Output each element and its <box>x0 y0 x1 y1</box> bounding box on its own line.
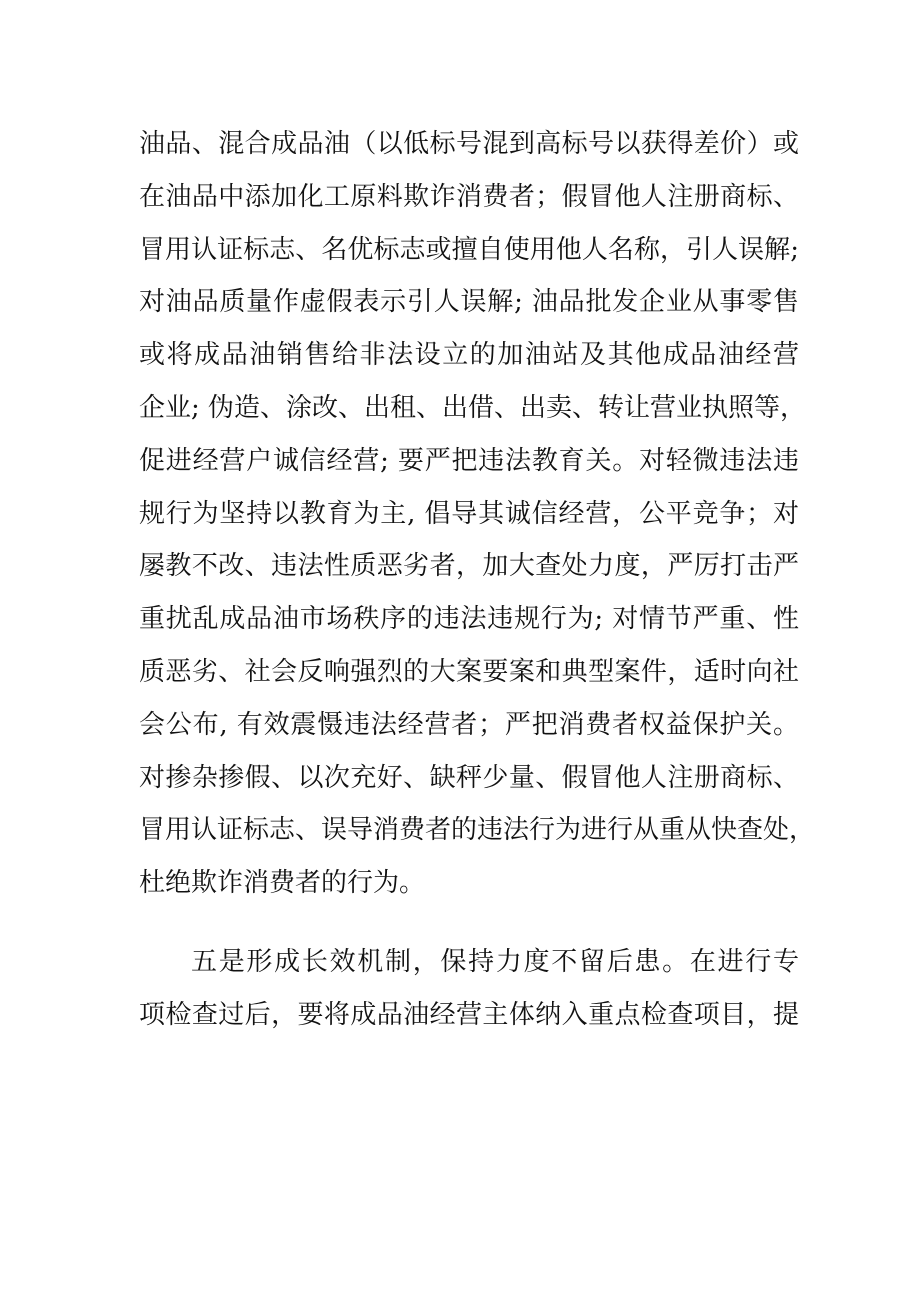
text-line: 或将成品油销售给非法设立的加油站及其他成品油经营 <box>139 340 799 371</box>
text-line: 规行为坚持以教育为主, 倡导其诚信经营，公平竞争；对 <box>139 498 799 529</box>
text-line: 冒用认证标志、误导消费者的违法行为进行从重从快查处， <box>139 815 816 846</box>
text-line: 油品、混合成品油（以低标号混到高标号以获得差价）或 <box>139 129 799 159</box>
text-line: 对油品质量作虚假表示引人误解; 油品批发企业从事零售 <box>139 287 799 318</box>
text-line: 在油品中添加化工原料欺诈消费者；假冒他人注册商标、 <box>139 181 799 212</box>
paragraph-2 <box>139 936 799 1042</box>
text-line: 项检查过后，要将成品油经营主体纳入重点检查项目，提 <box>139 999 799 1030</box>
text-line: 促进经营户诚信经营; 要严把违法教育关。对轻微违法违 <box>139 445 799 476</box>
document-body <box>139 118 816 1042</box>
text-line: 对掺杂掺假、以次充好、缺秤少量、假冒他人注册商标、 <box>139 762 799 793</box>
text-line: 重扰乱成品油市场秩序的违法违规行为; 对情节严重、性 <box>139 604 799 635</box>
text-line: 企业; 伪造、涂改、出租、出借、出卖、转让营业执照等， <box>139 392 807 423</box>
text-line: 会公布, 有效震慑违法经营者；严把消费者权益保护关。 <box>139 709 799 740</box>
text-line: 杜绝欺诈消费者的行为。 <box>139 868 426 899</box>
text-line: 冒用认证标志、名优标志或擅自使用他人名称，引人误解; <box>139 234 799 265</box>
paragraph-gap <box>139 910 799 936</box>
text-line: 屡教不改、违法性质恶劣者，加大查处力度，严厉打击严 <box>139 551 799 582</box>
text-line: 五是形成长效机制，保持力度不留后患。在进行专 <box>191 946 799 977</box>
text-line: 质恶劣、社会反响强烈的大案要案和典型案件，适时向社 <box>139 656 799 687</box>
paragraph-1 <box>139 118 816 910</box>
